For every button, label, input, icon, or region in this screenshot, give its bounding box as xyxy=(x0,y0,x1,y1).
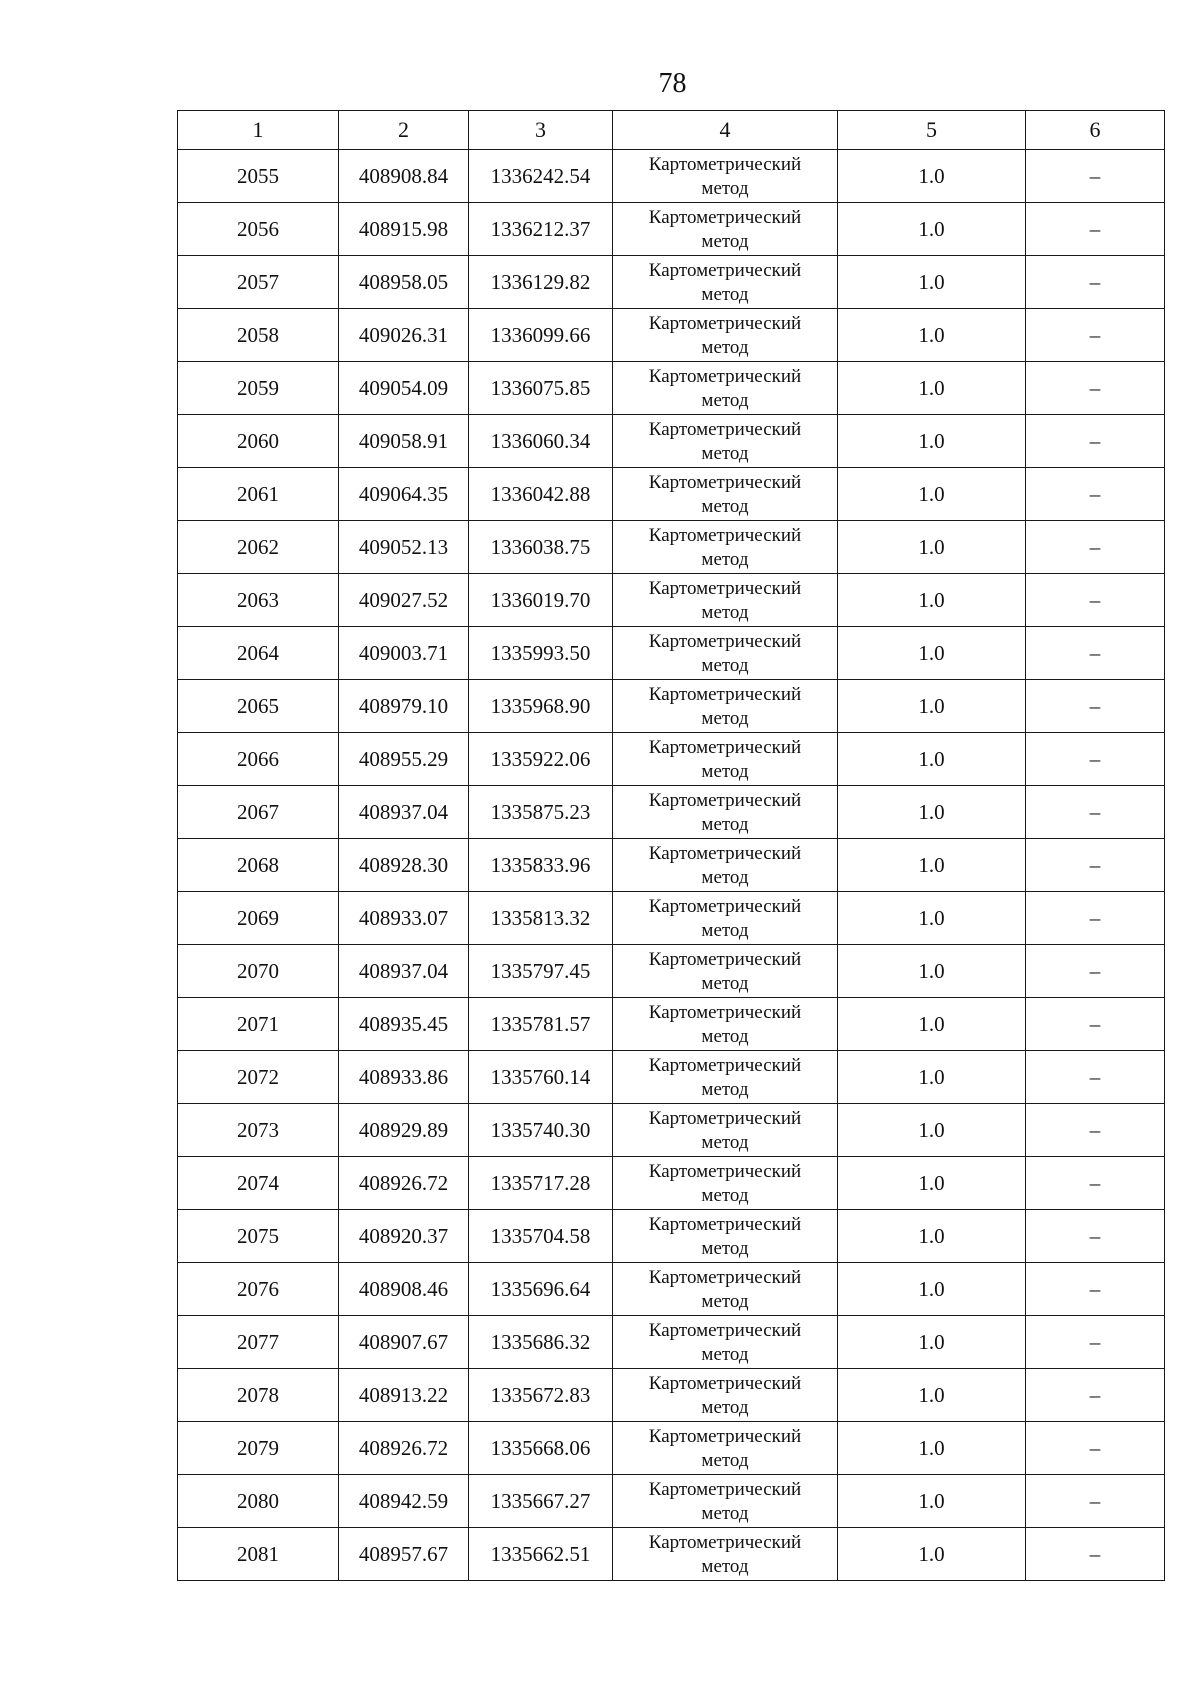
point-number-cell: 2056 xyxy=(178,203,339,256)
method-line-2: метод xyxy=(701,1185,749,1206)
accuracy-cell: 1.0 xyxy=(838,839,1026,892)
y-coordinate-cell: 1336075.85 xyxy=(469,362,613,415)
point-number-cell: 2076 xyxy=(178,1263,339,1316)
point-number-cell: 2063 xyxy=(178,574,339,627)
y-coordinate-cell: 1335704.58 xyxy=(469,1210,613,1263)
method-line-2: метод xyxy=(701,814,749,835)
accuracy-cell: 1.0 xyxy=(838,998,1026,1051)
header-cell-4: 4 xyxy=(613,111,838,150)
method-line-1: Картометрический xyxy=(648,790,802,811)
x-coordinate-cell: 408979.10 xyxy=(339,680,469,733)
table-row xyxy=(178,627,1165,680)
accuracy-cell: 1.0 xyxy=(838,1369,1026,1422)
x-coordinate-cell: 408957.67 xyxy=(339,1528,469,1581)
x-coordinate-cell: 409027.52 xyxy=(339,574,469,627)
y-coordinate-cell: 1336038.75 xyxy=(469,521,613,574)
note-cell: – xyxy=(1026,362,1165,415)
point-number-cell: 2070 xyxy=(178,945,339,998)
method-cell xyxy=(613,680,838,733)
method-line-1: Картометрический xyxy=(648,949,802,970)
note-cell: – xyxy=(1026,1210,1165,1263)
method-line-1: Картометрический xyxy=(648,631,802,652)
note-cell: – xyxy=(1026,839,1165,892)
method-cell xyxy=(613,468,838,521)
accuracy-cell: 1.0 xyxy=(838,468,1026,521)
note-cell: – xyxy=(1026,415,1165,468)
accuracy-cell: 1.0 xyxy=(838,1157,1026,1210)
y-coordinate-cell: 1335686.32 xyxy=(469,1316,613,1369)
x-coordinate-cell: 408928.30 xyxy=(339,839,469,892)
accuracy-cell: 1.0 xyxy=(838,733,1026,786)
note-cell: – xyxy=(1026,1263,1165,1316)
header-cell-6: 6 xyxy=(1026,111,1165,150)
method-line-1: Картометрический xyxy=(648,578,802,599)
point-number-cell: 2080 xyxy=(178,1475,339,1528)
accuracy-cell: 1.0 xyxy=(838,945,1026,998)
x-coordinate-cell: 408933.07 xyxy=(339,892,469,945)
y-coordinate-cell: 1336129.82 xyxy=(469,256,613,309)
method-cell xyxy=(613,627,838,680)
y-coordinate-cell: 1336060.34 xyxy=(469,415,613,468)
point-number-cell: 2068 xyxy=(178,839,339,892)
table-row xyxy=(178,256,1165,309)
table-row xyxy=(178,1528,1165,1581)
method-line-1: Картометрический xyxy=(648,737,802,758)
table-row xyxy=(178,203,1165,256)
method-line-2: метод xyxy=(701,1132,749,1153)
x-coordinate-cell: 408955.29 xyxy=(339,733,469,786)
accuracy-cell: 1.0 xyxy=(838,1316,1026,1369)
method-line-2: метод xyxy=(701,602,749,623)
x-coordinate-cell: 408937.04 xyxy=(339,945,469,998)
x-coordinate-cell: 408935.45 xyxy=(339,998,469,1051)
y-coordinate-cell: 1335833.96 xyxy=(469,839,613,892)
x-coordinate-cell: 408926.72 xyxy=(339,1157,469,1210)
y-coordinate-cell: 1335667.27 xyxy=(469,1475,613,1528)
accuracy-cell: 1.0 xyxy=(838,627,1026,680)
table-row xyxy=(178,1369,1165,1422)
note-cell: – xyxy=(1026,468,1165,521)
accuracy-cell: 1.0 xyxy=(838,1104,1026,1157)
note-cell: – xyxy=(1026,574,1165,627)
header-cell-5: 5 xyxy=(838,111,1026,150)
y-coordinate-cell: 1335672.83 xyxy=(469,1369,613,1422)
table-row xyxy=(178,468,1165,521)
y-coordinate-cell: 1336099.66 xyxy=(469,309,613,362)
table-row xyxy=(178,150,1165,203)
x-coordinate-cell: 408929.89 xyxy=(339,1104,469,1157)
method-line-2: метод xyxy=(701,284,749,305)
table-row xyxy=(178,415,1165,468)
table-row xyxy=(178,680,1165,733)
method-line-2: метод xyxy=(701,655,749,676)
x-coordinate-cell: 408915.98 xyxy=(339,203,469,256)
x-coordinate-cell: 408907.67 xyxy=(339,1316,469,1369)
method-line-1: Картометрический xyxy=(648,1426,802,1447)
method-line-1: Картометрический xyxy=(648,896,802,917)
method-line-2: метод xyxy=(701,1450,749,1471)
method-cell xyxy=(613,1528,838,1581)
page-number: 78 xyxy=(658,68,687,99)
table-row xyxy=(178,1475,1165,1528)
accuracy-cell: 1.0 xyxy=(838,256,1026,309)
point-number-cell: 2072 xyxy=(178,1051,339,1104)
y-coordinate-cell: 1336212.37 xyxy=(469,203,613,256)
y-coordinate-cell: 1335696.64 xyxy=(469,1263,613,1316)
accuracy-cell: 1.0 xyxy=(838,1475,1026,1528)
y-coordinate-cell: 1335760.14 xyxy=(469,1051,613,1104)
method-cell xyxy=(613,1316,838,1369)
x-coordinate-cell: 409003.71 xyxy=(339,627,469,680)
method-cell xyxy=(613,574,838,627)
method-cell xyxy=(613,1104,838,1157)
note-cell: – xyxy=(1026,998,1165,1051)
table-row xyxy=(178,892,1165,945)
point-number-cell: 2078 xyxy=(178,1369,339,1422)
method-line-1: Картометрический xyxy=(648,525,802,546)
header-cell-2: 2 xyxy=(339,111,469,150)
table-row xyxy=(178,521,1165,574)
method-line-1: Картометрический xyxy=(648,1320,802,1341)
method-line-1: Картометрический xyxy=(648,684,802,705)
method-cell xyxy=(613,1475,838,1528)
point-number-cell: 2059 xyxy=(178,362,339,415)
y-coordinate-cell: 1335797.45 xyxy=(469,945,613,998)
note-cell: – xyxy=(1026,1104,1165,1157)
method-line-2: метод xyxy=(701,973,749,994)
table-row xyxy=(178,1051,1165,1104)
x-coordinate-cell: 408958.05 xyxy=(339,256,469,309)
accuracy-cell: 1.0 xyxy=(838,892,1026,945)
method-line-2: метод xyxy=(701,337,749,358)
method-line-2: метод xyxy=(701,231,749,252)
method-line-2: метод xyxy=(701,549,749,570)
table-row xyxy=(178,309,1165,362)
method-line-1: Картометрический xyxy=(648,472,802,493)
method-cell xyxy=(613,998,838,1051)
method-line-1: Картометрический xyxy=(648,1108,802,1129)
accuracy-cell: 1.0 xyxy=(838,786,1026,839)
method-cell xyxy=(613,945,838,998)
note-cell: – xyxy=(1026,150,1165,203)
note-cell: – xyxy=(1026,892,1165,945)
accuracy-cell: 1.0 xyxy=(838,1263,1026,1316)
method-cell xyxy=(613,1157,838,1210)
table-header-row xyxy=(178,111,1165,150)
note-cell: – xyxy=(1026,627,1165,680)
point-number-cell: 2073 xyxy=(178,1104,339,1157)
point-number-cell: 2069 xyxy=(178,892,339,945)
note-cell: – xyxy=(1026,521,1165,574)
method-cell xyxy=(613,1422,838,1475)
method-cell xyxy=(613,256,838,309)
method-line-1: Картометрический xyxy=(648,154,802,175)
note-cell: – xyxy=(1026,1316,1165,1369)
point-number-cell: 2071 xyxy=(178,998,339,1051)
x-coordinate-cell: 408942.59 xyxy=(339,1475,469,1528)
method-line-2: метод xyxy=(701,1026,749,1047)
point-number-cell: 2058 xyxy=(178,309,339,362)
table-row xyxy=(178,574,1165,627)
y-coordinate-cell: 1335740.30 xyxy=(469,1104,613,1157)
y-coordinate-cell: 1335662.51 xyxy=(469,1528,613,1581)
table-row xyxy=(178,1104,1165,1157)
note-cell: – xyxy=(1026,309,1165,362)
table-body xyxy=(178,111,1165,1581)
table-row xyxy=(178,733,1165,786)
method-line-2: метод xyxy=(701,390,749,411)
x-coordinate-cell: 408933.86 xyxy=(339,1051,469,1104)
note-cell: – xyxy=(1026,1369,1165,1422)
table-row xyxy=(178,1210,1165,1263)
y-coordinate-cell: 1336042.88 xyxy=(469,468,613,521)
point-number-cell: 2067 xyxy=(178,786,339,839)
method-line-1: Картометрический xyxy=(648,1267,802,1288)
point-number-cell: 2074 xyxy=(178,1157,339,1210)
point-number-cell: 2075 xyxy=(178,1210,339,1263)
method-line-1: Картометрический xyxy=(648,207,802,228)
note-cell: – xyxy=(1026,1051,1165,1104)
method-line-1: Картометрический xyxy=(648,313,802,334)
note-cell: – xyxy=(1026,256,1165,309)
table-row xyxy=(178,1316,1165,1369)
accuracy-cell: 1.0 xyxy=(838,680,1026,733)
y-coordinate-cell: 1335922.06 xyxy=(469,733,613,786)
point-number-cell: 2062 xyxy=(178,521,339,574)
method-line-1: Картометрический xyxy=(648,260,802,281)
point-number-cell: 2077 xyxy=(178,1316,339,1369)
note-cell: – xyxy=(1026,203,1165,256)
x-coordinate-cell: 409054.09 xyxy=(339,362,469,415)
method-line-1: Картометрический xyxy=(648,419,802,440)
table-row xyxy=(178,1422,1165,1475)
method-cell xyxy=(613,309,838,362)
method-line-2: метод xyxy=(701,1079,749,1100)
point-number-cell: 2081 xyxy=(178,1528,339,1581)
method-cell xyxy=(613,733,838,786)
note-cell: – xyxy=(1026,733,1165,786)
method-line-2: метод xyxy=(701,178,749,199)
accuracy-cell: 1.0 xyxy=(838,309,1026,362)
y-coordinate-cell: 1336242.54 xyxy=(469,150,613,203)
method-line-2: метод xyxy=(701,1238,749,1259)
accuracy-cell: 1.0 xyxy=(838,1528,1026,1581)
x-coordinate-cell: 409026.31 xyxy=(339,309,469,362)
table-row xyxy=(178,362,1165,415)
y-coordinate-cell: 1335968.90 xyxy=(469,680,613,733)
table-row xyxy=(178,945,1165,998)
point-number-cell: 2057 xyxy=(178,256,339,309)
method-line-2: метод xyxy=(701,1344,749,1365)
method-cell xyxy=(613,362,838,415)
method-cell xyxy=(613,786,838,839)
y-coordinate-cell: 1336019.70 xyxy=(469,574,613,627)
accuracy-cell: 1.0 xyxy=(838,521,1026,574)
method-line-1: Картометрический xyxy=(648,1214,802,1235)
x-coordinate-cell: 408908.46 xyxy=(339,1263,469,1316)
method-line-2: метод xyxy=(701,920,749,941)
method-line-1: Картометрический xyxy=(648,843,802,864)
x-coordinate-cell: 409058.91 xyxy=(339,415,469,468)
method-line-1: Картометрический xyxy=(648,1532,802,1553)
note-cell: – xyxy=(1026,680,1165,733)
table-row xyxy=(178,998,1165,1051)
coordinates-table xyxy=(177,110,1165,1581)
method-line-1: Картометрический xyxy=(648,1161,802,1182)
x-coordinate-cell: 408926.72 xyxy=(339,1422,469,1475)
point-number-cell: 2066 xyxy=(178,733,339,786)
note-cell: – xyxy=(1026,1422,1165,1475)
header-cell-1: 1 xyxy=(178,111,339,150)
method-cell xyxy=(613,1263,838,1316)
note-cell: – xyxy=(1026,1528,1165,1581)
x-coordinate-cell: 409052.13 xyxy=(339,521,469,574)
method-line-1: Картометрический xyxy=(648,1479,802,1500)
method-cell xyxy=(613,150,838,203)
header-cell-3: 3 xyxy=(469,111,613,150)
point-number-cell: 2064 xyxy=(178,627,339,680)
accuracy-cell: 1.0 xyxy=(838,203,1026,256)
y-coordinate-cell: 1335781.57 xyxy=(469,998,613,1051)
method-cell xyxy=(613,521,838,574)
method-line-1: Картометрический xyxy=(648,366,802,387)
method-line-2: метод xyxy=(701,867,749,888)
method-cell xyxy=(613,839,838,892)
method-cell xyxy=(613,1210,838,1263)
method-line-2: метод xyxy=(701,1503,749,1524)
method-line-2: метод xyxy=(701,496,749,517)
table-row xyxy=(178,786,1165,839)
y-coordinate-cell: 1335717.28 xyxy=(469,1157,613,1210)
accuracy-cell: 1.0 xyxy=(838,1422,1026,1475)
method-line-2: метод xyxy=(701,1397,749,1418)
method-line-1: Картометрический xyxy=(648,1373,802,1394)
accuracy-cell: 1.0 xyxy=(838,150,1026,203)
point-number-cell: 2061 xyxy=(178,468,339,521)
note-cell: – xyxy=(1026,786,1165,839)
method-line-1: Картометрический xyxy=(648,1055,802,1076)
x-coordinate-cell: 409064.35 xyxy=(339,468,469,521)
method-line-1: Картометрический xyxy=(648,1002,802,1023)
method-line-2: метод xyxy=(701,443,749,464)
method-line-2: метод xyxy=(701,1291,749,1312)
table-row xyxy=(178,1263,1165,1316)
method-line-2: метод xyxy=(701,1556,749,1577)
accuracy-cell: 1.0 xyxy=(838,415,1026,468)
point-number-cell: 2060 xyxy=(178,415,339,468)
y-coordinate-cell: 1335875.23 xyxy=(469,786,613,839)
method-cell xyxy=(613,892,838,945)
point-number-cell: 2055 xyxy=(178,150,339,203)
x-coordinate-cell: 408913.22 xyxy=(339,1369,469,1422)
x-coordinate-cell: 408908.84 xyxy=(339,150,469,203)
method-line-2: метод xyxy=(701,761,749,782)
method-cell xyxy=(613,1051,838,1104)
note-cell: – xyxy=(1026,1475,1165,1528)
accuracy-cell: 1.0 xyxy=(838,1210,1026,1263)
y-coordinate-cell: 1335668.06 xyxy=(469,1422,613,1475)
accuracy-cell: 1.0 xyxy=(838,574,1026,627)
method-cell xyxy=(613,203,838,256)
method-cell xyxy=(613,1369,838,1422)
table-row xyxy=(178,839,1165,892)
method-line-2: метод xyxy=(701,708,749,729)
y-coordinate-cell: 1335993.50 xyxy=(469,627,613,680)
note-cell: – xyxy=(1026,1157,1165,1210)
table-row xyxy=(178,1157,1165,1210)
accuracy-cell: 1.0 xyxy=(838,362,1026,415)
x-coordinate-cell: 408937.04 xyxy=(339,786,469,839)
accuracy-cell: 1.0 xyxy=(838,1051,1026,1104)
point-number-cell: 2079 xyxy=(178,1422,339,1475)
x-coordinate-cell: 408920.37 xyxy=(339,1210,469,1263)
note-cell: – xyxy=(1026,945,1165,998)
point-number-cell: 2065 xyxy=(178,680,339,733)
method-cell xyxy=(613,415,838,468)
y-coordinate-cell: 1335813.32 xyxy=(469,892,613,945)
